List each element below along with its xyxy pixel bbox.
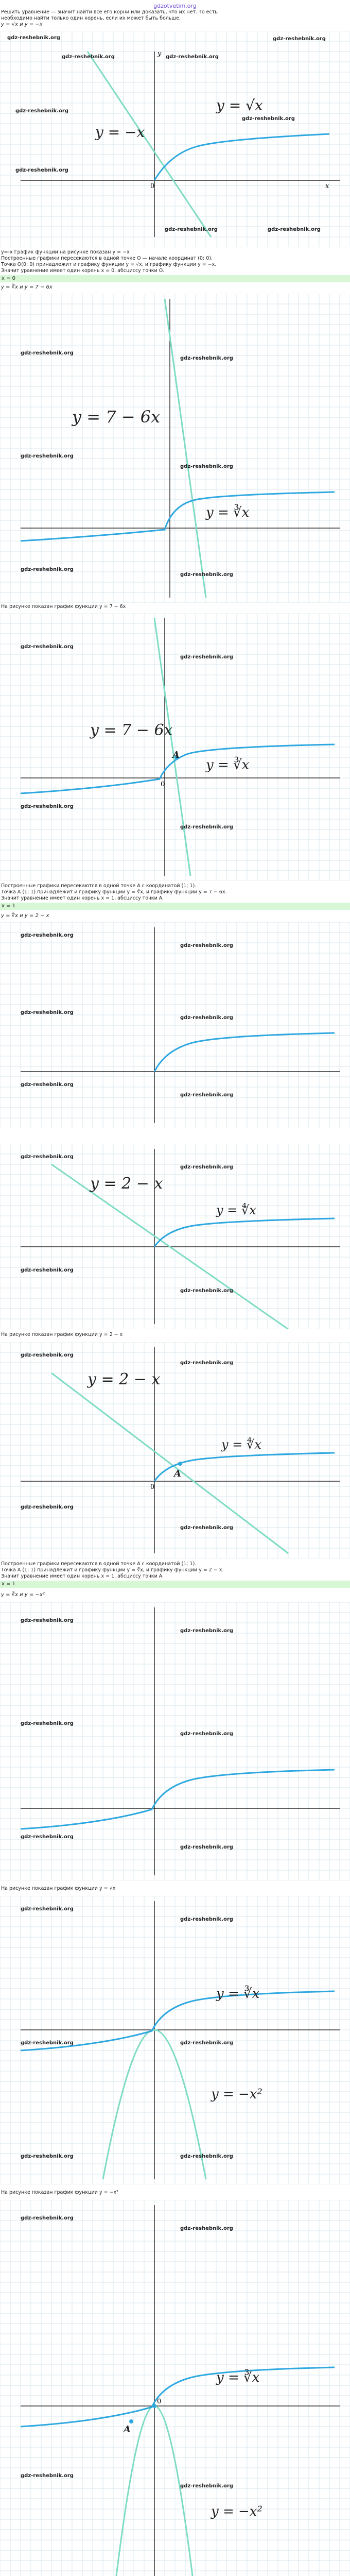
label-line-a: y = 7 − 6x xyxy=(72,407,161,427)
label-curve-b: y = √x xyxy=(216,97,263,114)
graph-2b xyxy=(0,613,350,881)
intersection-note: Построенные графики пересекаются в одной точке A с координатой (1; 1). xyxy=(1,883,197,889)
check-note: Точка A (1; 1) принадлежит и графику функции y = ∜x, и графику функции y = 2 − x. xyxy=(1,1567,224,1573)
x-axis-letter: x xyxy=(325,182,329,190)
watermark: gdz-reshebnik.org xyxy=(15,108,68,114)
svg-text:0: 0 xyxy=(157,2398,162,2405)
watermark: gdz-reshebnik.org xyxy=(180,943,233,948)
conclusion: Значит уравнение имеет один корень x = 1, абсциссу точки A. xyxy=(1,895,164,901)
watermark: gdz-reshebnik.org xyxy=(180,1628,233,1634)
watermark: gdz-reshebnik.org xyxy=(180,654,233,660)
y-axis-letter: y xyxy=(157,50,162,58)
watermark: gdz-reshebnik.org xyxy=(165,227,218,232)
intersection-note: Построенные графики пересекаются в одной точке A с координатой (1; 1). xyxy=(1,1561,197,1567)
watermark: gdz-reshebnik.org xyxy=(21,350,74,356)
site-logo[interactable]: gdzotvetim.org xyxy=(153,3,197,9)
graph-4c xyxy=(0,2200,350,2576)
label-curve-a: y = −x² xyxy=(211,2504,262,2519)
watermark: gdz-reshebnik.org xyxy=(21,1721,74,1726)
conclusion: Значит уравнение имеет один корень x = 1, абсциссу точки A. xyxy=(1,1573,164,1579)
answer-box: x = 1 xyxy=(0,903,350,910)
watermark: gdz-reshebnik.org xyxy=(180,1015,233,1021)
watermark: gdz-reshebnik.org xyxy=(180,1360,233,1366)
chart-caption: y=-x График функции на рисунке показан y = −x xyxy=(1,249,130,255)
label-curve-b: y = ∜x xyxy=(216,1203,256,1217)
point-a-label: A xyxy=(172,750,180,760)
label-curve-b: y = ∛x xyxy=(216,1986,260,2002)
label-line-a: y = 2 − x xyxy=(90,1175,163,1193)
graph-3b xyxy=(0,1144,350,1329)
equation-pair: y = ∛x и y = −x² xyxy=(1,1592,45,1598)
watermark: gdz-reshebnik.org xyxy=(180,1917,233,1922)
watermark: gdz-reshebnik.org xyxy=(21,644,74,650)
watermark: gdz-reshebnik.org xyxy=(180,2154,233,2159)
watermark: gdz-reshebnik.org xyxy=(21,567,74,572)
watermark: gdz-reshebnik.org xyxy=(268,227,321,232)
watermark: gdz-reshebnik.org xyxy=(15,167,68,173)
watermark: gdz-reshebnik.org xyxy=(21,2215,74,2221)
svg-text:0: 0 xyxy=(161,781,165,788)
label-curve-b: y = ∛x xyxy=(216,2370,260,2385)
watermark: gdz-reshebnik.org xyxy=(21,933,74,938)
chart-caption: На рисунке показан график функции y = −x² xyxy=(1,2190,118,2195)
label-curve-b: y = ∛x xyxy=(206,505,250,520)
intersection-note: Построенные графики пересекаются в одной точке O — начале координат (0; 0). xyxy=(1,256,213,261)
watermark: gdz-reshebnik.org xyxy=(180,464,233,469)
graph-1 xyxy=(0,31,350,247)
conclusion: Значит уравнение имеет один корень x = 0, абсциссу точки O. xyxy=(1,268,164,274)
answer-box: x = 0 xyxy=(0,275,350,282)
watermark: gdz-reshebnik.org xyxy=(180,572,233,578)
label-curve-a: y = −x² xyxy=(211,2087,262,2102)
watermark: gdz-reshebnik.org xyxy=(180,1731,233,1737)
watermark: gdz-reshebnik.org xyxy=(21,1618,74,1623)
watermark: gdz-reshebnik.org xyxy=(242,116,295,122)
watermark: gdz-reshebnik.org xyxy=(180,2483,233,2489)
equation-pair: y = ∛x и y = 7 − 6x xyxy=(1,284,52,290)
watermark: gdz-reshebnik.org xyxy=(7,35,60,41)
graph-3c xyxy=(0,1342,350,1558)
watermark: gdz-reshebnik.org xyxy=(62,54,115,60)
watermark: gdz-reshebnik.org xyxy=(21,2040,74,2046)
curve-cbrt-x xyxy=(21,492,335,541)
task-text: Решить уравнение — значит найти все его корни или доказать, что их нет. То есть xyxy=(1,9,218,15)
check-note: Точка O(0; 0) принадлежит и графику функции y = √x, и графику функции y = −x. xyxy=(1,262,217,267)
site-header xyxy=(0,0,350,8)
graph-3a xyxy=(0,922,350,1128)
watermark: gdz-reshebnik.org xyxy=(180,1164,233,1170)
label-line-a: y = 7 − 6x xyxy=(90,721,173,739)
chart-caption: На рисунке показан график функции y = √x xyxy=(1,1886,116,1891)
label-curve-b: y = ∜x xyxy=(221,1437,261,1452)
equation-pair: y = ∜x и y = 2 − x xyxy=(1,913,49,919)
watermark: gdz-reshebnik.org xyxy=(166,54,219,60)
watermark: gdz-reshebnik.org xyxy=(21,1352,74,1358)
watermark: gdz-reshebnik.org xyxy=(180,2226,233,2231)
point-a-label: A xyxy=(174,1468,181,1479)
graph-2a xyxy=(0,294,350,603)
watermark: gdz-reshebnik.org xyxy=(21,1154,74,1160)
curve-sqrt-x xyxy=(154,134,329,180)
watermark: gdz-reshebnik.org xyxy=(21,2154,74,2159)
watermark: gdz-reshebnik.org xyxy=(21,1267,74,1273)
watermark: gdz-reshebnik.org xyxy=(180,1844,233,1850)
watermark: gdz-reshebnik.org xyxy=(21,1906,74,1912)
answer-box: x = 1 xyxy=(0,1581,350,1588)
watermark: gdz-reshebnik.org xyxy=(273,36,326,42)
watermark: gdz-reshebnik.org xyxy=(180,1288,233,1294)
task-text-2: необходимо найти только один корень, если их может быть больше. xyxy=(1,15,181,21)
watermark: gdz-reshebnik.org xyxy=(21,804,74,809)
watermark: gdz-reshebnik.org xyxy=(21,1834,74,1840)
watermark: gdz-reshebnik.org xyxy=(21,1082,74,1088)
svg-text:0: 0 xyxy=(150,1483,155,1491)
label-line-a: y = −x xyxy=(95,124,145,141)
watermark: gdz-reshebnik.org xyxy=(180,824,233,830)
label-line-a: y = 2 − x xyxy=(87,1370,161,1388)
watermark: gdz-reshebnik.org xyxy=(21,1010,74,1015)
watermark: gdz-reshebnik.org xyxy=(21,1504,74,1510)
watermark: gdz-reshebnik.org xyxy=(180,1092,233,1098)
origin-label: 0 xyxy=(150,182,155,190)
chart-caption: На рисунке показан график функции y = 7 − 6x xyxy=(1,604,126,609)
watermark: gdz-reshebnik.org xyxy=(180,2040,233,2046)
check-note: Точка A (1; 1) принадлежит и графику функции y = ∛x, и графику функции y = 7 − 6x. xyxy=(1,889,227,895)
watermark: gdz-reshebnik.org xyxy=(21,2473,74,2479)
chart-caption: На рисунке показан график функции y = 2 − x xyxy=(1,1332,123,1337)
watermark: gdz-reshebnik.org xyxy=(180,355,233,361)
label-curve-b: y = ∛x xyxy=(206,757,250,773)
watermark: gdz-reshebnik.org xyxy=(21,453,74,459)
watermark: gdz-reshebnik.org xyxy=(180,1525,233,1531)
equation-pair: y = √x и y = −x xyxy=(1,22,43,27)
point-a-label: A xyxy=(124,2424,131,2435)
